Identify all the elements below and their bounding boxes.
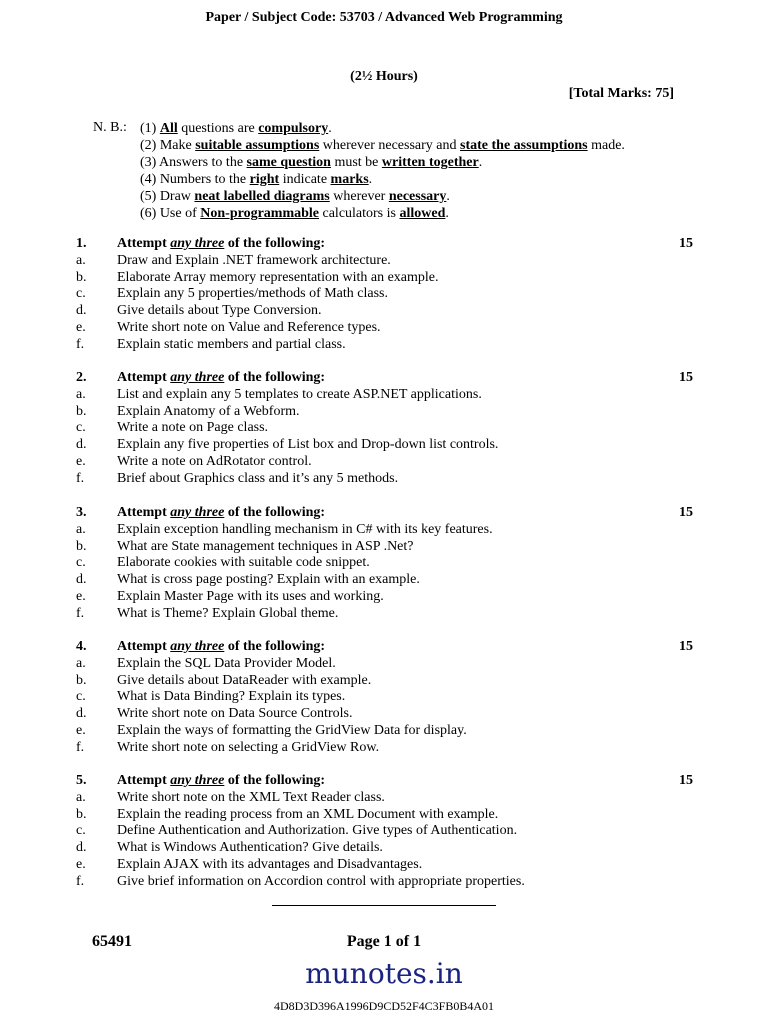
nb-emphasis: compulsory: [258, 121, 329, 136]
nb-emphasis: allowed: [399, 206, 446, 221]
document-hash: 4D8D3D396A1996D9CD52F4C3FB0B4A01: [273, 999, 495, 1013]
question-number: 1.: [76, 236, 87, 251]
sub-question-text: What is cross page posting? Explain with an example.: [117, 572, 420, 588]
sub-question: [0, 740, 768, 757]
sub-question: [0, 572, 768, 589]
nb-text: (3) Answers to the: [140, 155, 247, 170]
sub-question-label: d.: [76, 572, 87, 588]
page-number: Page 1 of 1: [346, 933, 422, 950]
sub-question-text: Define Authentication and Authorization. Give types of Authentication.: [117, 823, 518, 839]
question-block-5: [0, 773, 768, 891]
instruction-text: of the following:: [224, 370, 326, 385]
sub-question-label: a.: [76, 521, 86, 537]
nb-label: N. B.:: [93, 120, 127, 135]
sub-question: [0, 840, 768, 857]
question-marks: 15: [679, 370, 693, 385]
sub-question: [0, 253, 768, 270]
question-block-1: [0, 236, 768, 354]
sub-question: [0, 337, 768, 354]
sub-question-label: c.: [76, 823, 86, 839]
question-marks: 15: [679, 505, 693, 520]
sub-question: [0, 555, 768, 572]
question-heading: [0, 773, 768, 790]
sub-question-text: Explain the SQL Data Provider Model.: [117, 655, 336, 671]
nb-instruction: [140, 137, 625, 154]
question-heading: [0, 370, 768, 387]
question-instruction: [117, 773, 325, 790]
nb-instruction: [140, 171, 625, 188]
sub-question-label: e.: [76, 722, 86, 738]
sub-question-label: b.: [76, 269, 87, 285]
nb-text: made.: [587, 138, 625, 153]
sub-question-label: e.: [76, 319, 86, 335]
nb-text: (6) Use of: [140, 206, 201, 221]
sub-question-text: Explain Master Page with its uses and working.: [117, 588, 384, 604]
instruction-text: Attempt: [117, 236, 171, 251]
nb-instruction: [140, 154, 625, 171]
sub-question-label: b.: [76, 403, 87, 419]
watermark: munotes.in: [305, 957, 463, 990]
sub-question-text: Elaborate Array memory representation with an example.: [117, 269, 439, 285]
instruction-emphasis: any three: [170, 370, 225, 385]
sub-question-text: Explain the ways of formatting the GridView Data for display.: [117, 722, 467, 738]
sub-question: [0, 387, 768, 404]
sub-question-text: What are State management techniques in ASP .Net?: [117, 538, 414, 554]
nb-emphasis: suitable assumptions: [195, 138, 320, 153]
sub-question: [0, 606, 768, 623]
sub-question-label: d.: [76, 303, 87, 319]
question-instruction: [117, 505, 325, 522]
question-instruction: [117, 370, 325, 387]
sub-question: [0, 790, 768, 807]
nb-text: (2) Make: [140, 138, 196, 153]
sub-question-text: Write short note on selecting a GridView Row.: [117, 739, 380, 755]
sub-question-text: Give details about Type Conversion.: [117, 303, 322, 319]
sub-question: [0, 673, 768, 690]
instruction-text: Attempt: [117, 639, 171, 654]
sub-question-text: Give details about DataReader with example.: [117, 672, 372, 688]
instruction-text: Attempt: [117, 773, 171, 788]
question-block-4: [0, 639, 768, 757]
nb-text: questions are: [177, 121, 259, 136]
sub-question-text: What is Windows Authentication? Give details.: [117, 840, 383, 856]
end-rule: [272, 905, 496, 906]
nb-text: .: [478, 155, 483, 170]
nb-text: wherever necessary and: [319, 138, 461, 153]
question-marks: 15: [679, 639, 693, 654]
total-marks: [Total Marks: 75]: [568, 86, 674, 101]
sub-question-text: Draw and Explain .NET framework architecture.: [117, 252, 391, 268]
nb-emphasis: same question: [246, 155, 331, 170]
sub-question: [0, 689, 768, 706]
nb-text: .: [445, 206, 449, 221]
exam-duration: (2½ Hours): [350, 69, 418, 84]
sub-question-label: b.: [76, 672, 87, 688]
nb-instruction: [140, 205, 625, 222]
sub-question-text: Give brief information on Accordion control with appropriate properties.: [117, 873, 525, 889]
question-instruction: [117, 236, 325, 253]
nb-emphasis: All: [159, 121, 178, 136]
sub-question-text: Explain any 5 properties/methods of Math class.: [117, 286, 388, 302]
sub-question-label: b.: [76, 806, 87, 822]
sub-question: [0, 522, 768, 539]
sub-question: [0, 823, 768, 840]
instruction-text: Attempt: [117, 505, 171, 520]
paper-code: 65491: [92, 933, 132, 950]
sub-question: [0, 471, 768, 488]
question-marks: 15: [679, 773, 693, 788]
nb-text: .: [368, 172, 373, 187]
nb-text: wherever: [329, 189, 389, 204]
instruction-text: Attempt: [117, 370, 171, 385]
sub-question-text: Write a note on Page class.: [117, 420, 269, 436]
sub-question-text: Explain the reading process from an XML Document with example.: [117, 806, 499, 822]
nb-emphasis: Non-programmable: [200, 206, 319, 221]
sub-question-text: Brief about Graphics class and it’s any 5 methods.: [117, 470, 399, 486]
sub-question: [0, 656, 768, 673]
sub-question-text: What is Theme? Explain Global theme.: [117, 605, 339, 621]
sub-question-text: Write short note on the XML Text Reader class.: [117, 789, 385, 805]
nb-text: must be: [330, 155, 382, 170]
question-number: 2.: [76, 370, 87, 385]
sub-question-label: f.: [76, 739, 85, 755]
sub-question: [0, 706, 768, 723]
sub-question-text: Explain AJAX with its advantages and Disadvantages.: [117, 856, 423, 872]
sub-question-label: e.: [76, 856, 86, 872]
sub-question-label: a.: [76, 386, 86, 402]
question-number: 3.: [76, 505, 87, 520]
sub-question-label: c.: [76, 286, 86, 302]
sub-question: [0, 320, 768, 337]
instruction-text: of the following:: [224, 505, 326, 520]
sub-question-text: Write short note on Value and Reference types.: [117, 319, 381, 335]
sub-question-label: a.: [76, 655, 86, 671]
sub-question: [0, 404, 768, 421]
sub-question-label: a.: [76, 252, 86, 268]
sub-question: [0, 286, 768, 303]
nb-text: (1): [140, 121, 160, 136]
nb-emphasis: state the assumptions: [460, 138, 588, 153]
nb-instruction: [140, 120, 625, 137]
sub-question-text: Write short note on Data Source Controls.: [117, 706, 353, 722]
sub-question-text: Explain Anatomy of a Webform.: [117, 403, 300, 419]
nb-text: calculators is: [319, 206, 400, 221]
nb-emphasis: necessary: [388, 189, 447, 204]
nb-emphasis: right: [249, 172, 280, 187]
sub-question-label: c.: [76, 555, 86, 571]
sub-question-label: d.: [76, 840, 87, 856]
sub-question-label: b.: [76, 538, 87, 554]
sub-question-label: f.: [76, 470, 85, 486]
sub-question: [0, 857, 768, 874]
instruction-emphasis: any three: [170, 505, 225, 520]
nb-emphasis: marks: [330, 172, 369, 187]
sub-question-label: d.: [76, 437, 87, 453]
sub-question-label: c.: [76, 420, 86, 436]
instruction-emphasis: any three: [170, 236, 225, 251]
instruction-text: of the following:: [224, 639, 326, 654]
nb-text: .: [446, 189, 450, 204]
sub-question: [0, 420, 768, 437]
sub-question-text: Explain static members and partial class.: [117, 336, 346, 352]
sub-question-text: Elaborate cookies with suitable code snippet.: [117, 555, 370, 571]
sub-question: [0, 539, 768, 556]
paper-title: Paper / Subject Code: 53703 / Advanced Web Programming: [205, 10, 563, 25]
question-heading: [0, 236, 768, 253]
instruction-emphasis: any three: [170, 773, 225, 788]
question-block-3: [0, 505, 768, 623]
nb-emphasis: written together: [381, 155, 479, 170]
sub-question-label: e.: [76, 588, 86, 604]
nb-text: indicate: [279, 172, 331, 187]
sub-question: [0, 270, 768, 287]
nb-text: (4) Numbers to the: [140, 172, 250, 187]
nb-text: .: [328, 121, 332, 136]
question-instruction: [117, 639, 325, 656]
sub-question: [0, 807, 768, 824]
question-heading: [0, 505, 768, 522]
sub-question-text: Explain exception handling mechanism in C# with its key features.: [117, 521, 493, 537]
sub-question-text: Write a note on AdRotator control.: [117, 453, 312, 469]
instruction-text: of the following:: [224, 236, 326, 251]
nb-instructions: [140, 120, 625, 222]
sub-question-label: f.: [76, 873, 85, 889]
question-block-2: [0, 370, 768, 488]
sub-question-text: What is Data Binding? Explain its types.: [117, 689, 346, 705]
sub-question: [0, 454, 768, 471]
sub-question-label: e.: [76, 453, 86, 469]
sub-question: [0, 303, 768, 320]
sub-question-label: d.: [76, 706, 87, 722]
nb-instruction: [140, 188, 625, 205]
sub-question-text: List and explain any 5 templates to create ASP.NET applications.: [117, 386, 482, 402]
question-marks: 15: [679, 236, 693, 251]
sub-question-label: f.: [76, 605, 85, 621]
sub-question: [0, 437, 768, 454]
sub-question-label: a.: [76, 789, 86, 805]
question-number: 5.: [76, 773, 87, 788]
sub-question-text: Explain any five properties of List box and Drop-down list controls.: [117, 437, 499, 453]
nb-emphasis: neat labelled diagrams: [194, 189, 330, 204]
instruction-text: of the following:: [224, 773, 326, 788]
sub-question: [0, 874, 768, 891]
question-number: 4.: [76, 639, 87, 654]
instruction-emphasis: any three: [170, 639, 225, 654]
sub-question-label: c.: [76, 689, 86, 705]
question-heading: [0, 639, 768, 656]
nb-text: (5) Draw: [140, 189, 195, 204]
sub-question-label: f.: [76, 336, 85, 352]
sub-question: [0, 589, 768, 606]
sub-question: [0, 723, 768, 740]
